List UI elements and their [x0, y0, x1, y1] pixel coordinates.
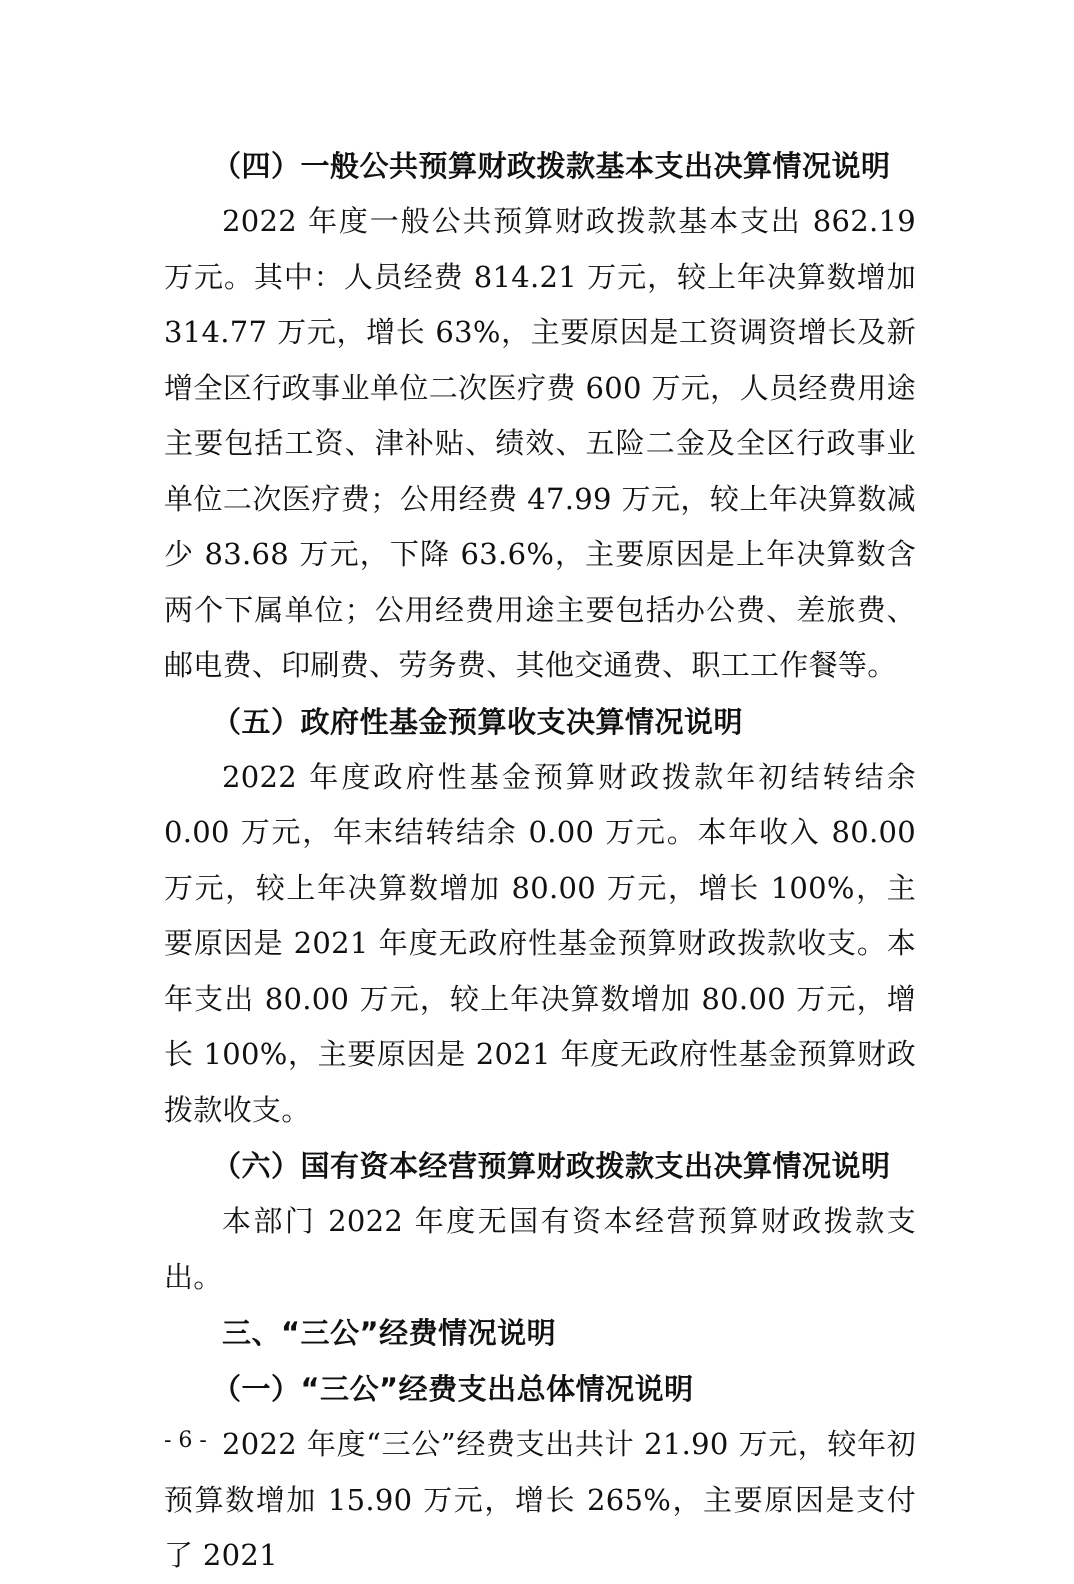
paragraph-state-capital: 本部门 2022 年度无国有资本经营预算财政拨款支出。	[164, 1204, 916, 1294]
section-heading-4: （四）一般公共预算财政拨款基本支出决算情况说明	[212, 149, 891, 183]
section-heading-5: （五）政府性基金预算收支决算情况说明	[212, 704, 744, 739]
page-number: - 6 -	[164, 1428, 207, 1453]
section-heading-6: （六）国有资本经营预算财政拨款支出决算情况说明	[212, 1149, 891, 1183]
section-heading-3-1: （一）“三公”经费支出总体情况说明	[212, 1372, 694, 1406]
document-body	[164, 138, 916, 1584]
paragraph-three-public-total: 2022 年度“三公”经费支出共计 21.90 万元，较年初预算数增加 15.90 万元，增长 265%，主要原因是支付了 2021	[164, 1427, 916, 1572]
paragraph-government-fund: 2022 年度政府性基金预算财政拨款年初结转结余 0.00 万元，年末结转结余 0.00 万元。本年收入 80.00 万元，较上年决算数增加 80.00 万元，增长 100%，主要原因是 2021 年度无政府性基金预算财政拨款收支。本年支出 80.00 万元，较上年决算数增加 80.00 万元，增长 100%，主要原因是 2021 年度无政府性基金预算财政拨款收支。	[164, 759, 916, 1127]
chapter-heading-3: 三、“三公”经费情况说明	[222, 1316, 557, 1350]
paragraph-basic-expenditure: 2022 年度一般公共预算财政拨款基本支出 862.19 万元。其中：人员经费 814.21 万元，较上年决算数增加 314.77 万元，增长 63%，主要原因是工资调资增长及新增全区行政事业单位二次医疗费 600 万元，人员经费用途主要包括工资、津补贴、绩效、五险二金及全区行政事业单位二次医疗费；公用经费 47.99 万元，较上年决算数减少 83.68 万元，下降 63.6%，主要原因是上年决算数含两个下属单位；公用经费用途主要包括办公费、差旅费、邮电费、印刷费、劳务费、其他交通费、职工工作餐等。	[164, 204, 916, 682]
